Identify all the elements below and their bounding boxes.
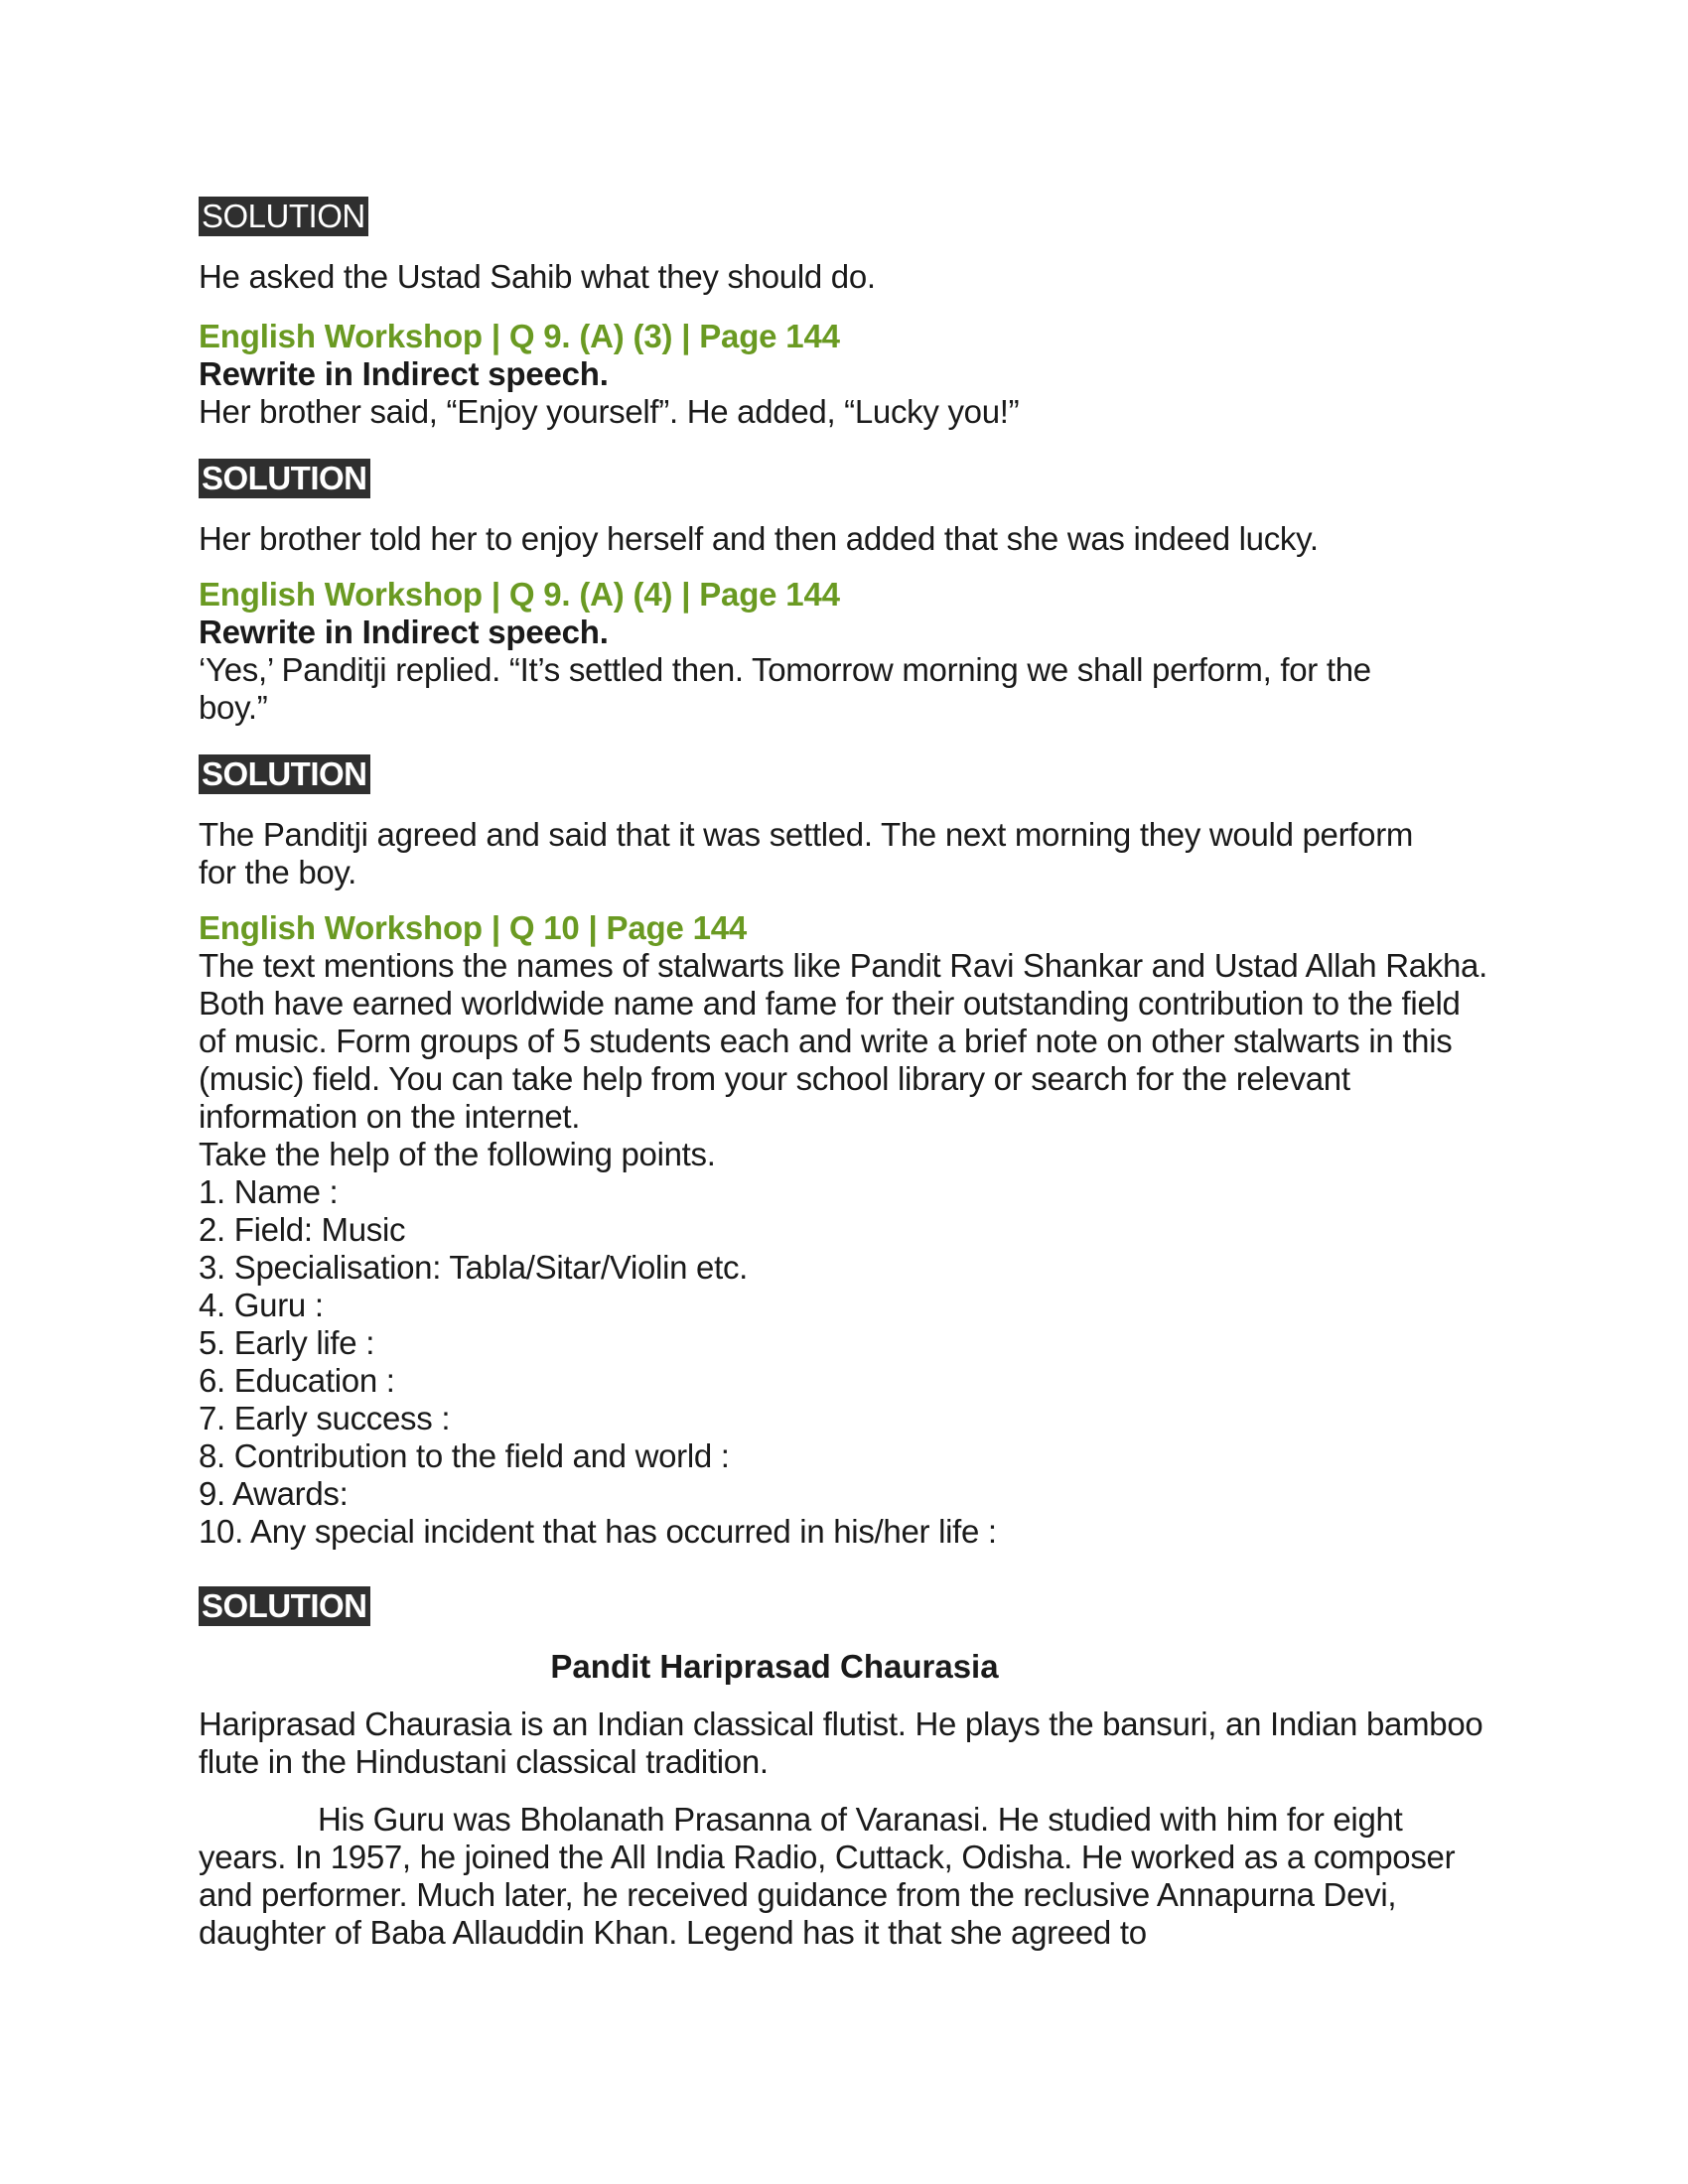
question-text: The text mentions the names of stalwarts like Pandit Ravi Shankar and Ustad Allah Rakha. Both have earned worldwide name and fame for their outstanding contribution to the field of music. Form groups of 5 students each and write a brief note on other stalwarts in this (music) field. You can take help from your school library or search for the relevant information on the internet. — [199, 947, 1487, 1135]
list-item: 7. Early success : — [199, 1400, 451, 1436]
list-item: 2. Field: Music — [199, 1211, 406, 1248]
question-heading: English Workshop | Q 10 | Page 144 — [199, 909, 748, 946]
solution-label: SOLUTION — [199, 197, 368, 236]
solution-badge — [199, 197, 1489, 236]
question-heading: English Workshop | Q 9. (A) (3) | Page 144 — [199, 318, 840, 354]
answer-paragraph: Hariprasad Chaurasia is an Indian classical flutist. He plays the bansuri, an Indian bamboo flute in the Hindustani classical tradition. — [199, 1706, 1483, 1780]
solution-label: SOLUTION — [199, 459, 370, 498]
solution-label: SOLUTION — [199, 754, 370, 794]
answer-paragraph: His Guru was Bholanath Prasanna of Varanasi. He studied with him for eight years. In 1957, he joined the All India Radio, Cuttack, Odisha. He worked as a composer and performer. Much later, he received guidance from the reclusive Annapurna Devi, daughter of Baba Allauddin Khan. Legend has it that she agreed to — [199, 1801, 1456, 1951]
list-item: 4. Guru : — [199, 1287, 324, 1323]
points-list — [199, 1173, 1489, 1551]
question-text: Her brother said, “Enjoy yourself”. He added, “Lucky you!” — [199, 393, 1020, 430]
list-item: 6. Education : — [199, 1362, 395, 1399]
solution-badge — [199, 754, 1489, 794]
solution-badge — [199, 459, 1489, 498]
answer-text: He asked the Ustad Sahib what they should do. — [199, 258, 876, 295]
answer-text: The Panditji agreed and said that it was settled. The next morning they would perform for the boy. — [199, 816, 1414, 890]
list-item: 5. Early life : — [199, 1324, 375, 1361]
solution-badge — [199, 1586, 1489, 1626]
list-item: 3. Specialisation: Tabla/Sitar/Violin etc. — [199, 1249, 749, 1286]
list-item: 1. Name : — [199, 1173, 339, 1210]
list-item: 10. Any special incident that has occurred in his/her life : — [199, 1513, 997, 1550]
question-instruction: Rewrite in Indirect speech. — [199, 614, 609, 650]
answer-text: Her brother told her to enjoy herself and then added that she was indeed lucky. — [199, 520, 1319, 557]
document-page — [199, 197, 1489, 1952]
solution-label: SOLUTION — [199, 1586, 370, 1626]
list-item: 9. Awards: — [199, 1475, 349, 1512]
list-item: 8. Contribution to the field and world : — [199, 1437, 730, 1474]
points-intro: Take the help of the following points. — [199, 1136, 716, 1172]
question-heading: English Workshop | Q 9. (A) (4) | Page 144 — [199, 576, 840, 613]
answer-title: Pandit Hariprasad Chaurasia — [550, 1648, 999, 1685]
question-text: ‘Yes,’ Panditji replied. “It’s settled then. Tomorrow morning we shall perform, for the boy.” — [199, 651, 1371, 726]
question-instruction: Rewrite in Indirect speech. — [199, 355, 609, 392]
